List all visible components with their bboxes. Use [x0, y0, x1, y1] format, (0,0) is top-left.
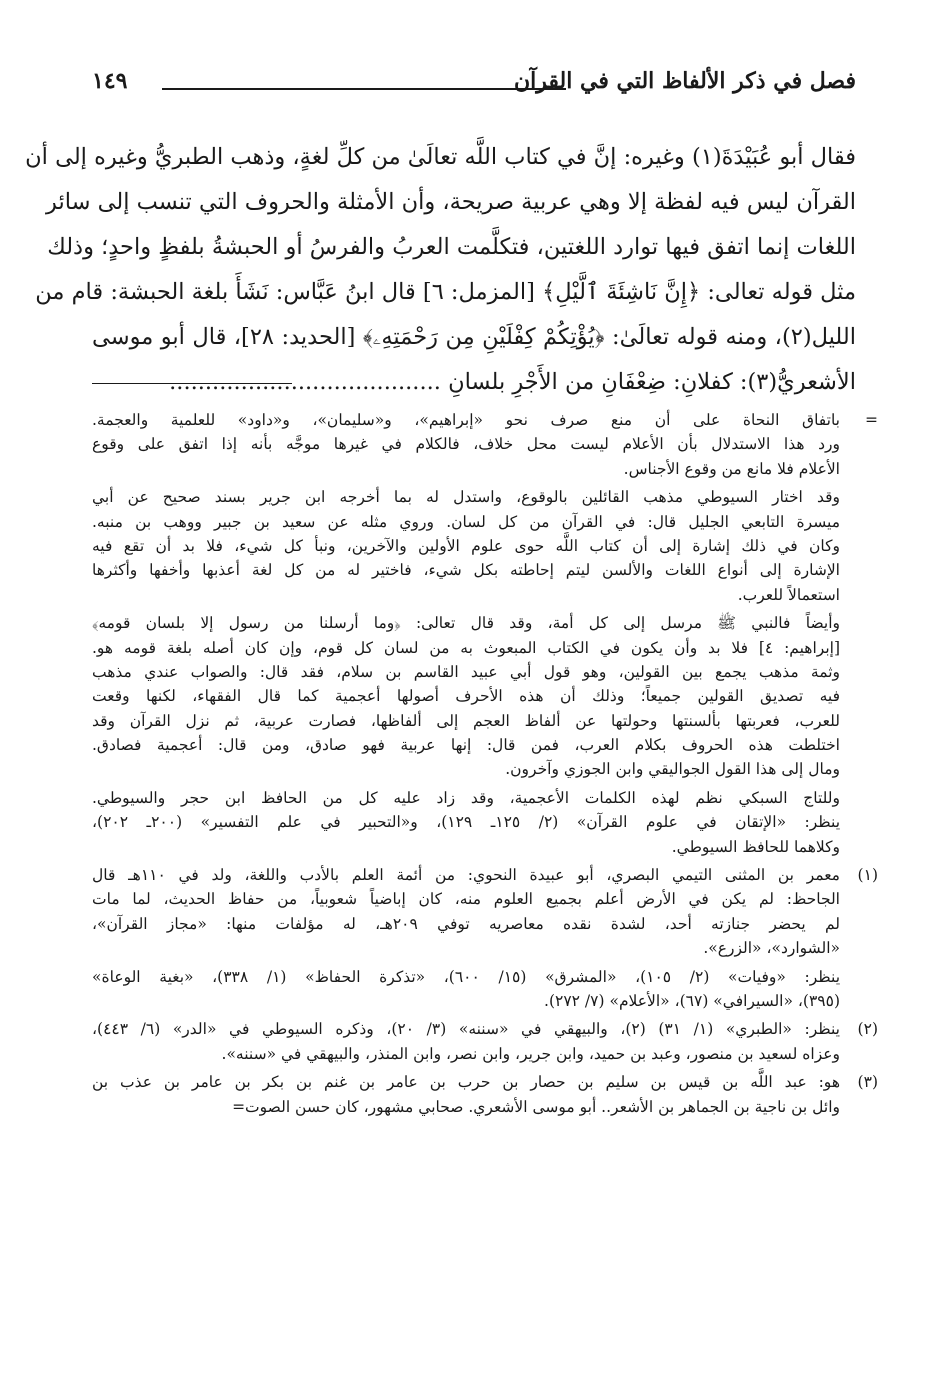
footnote-text: وأيضاً فالنبي ﷺ مرسل إلى كل أمة، وقد قال تعالى: ﴿وما أرسلنا من رسول إلا بلسان قومه﴾ [92, 614, 840, 633]
footnote-line [92, 534, 878, 558]
footnote-line [92, 733, 878, 757]
footnote-text: هو: عبد اللَّه بن قيس بن سليم بن حصار بن حرب بن عامر بن غنم بن بكر بن عامر بن عذب بن [92, 1073, 840, 1092]
footnote-line [92, 611, 878, 635]
footnote-line [92, 485, 878, 509]
footnote-line [92, 786, 878, 810]
footnote-line [92, 989, 878, 1013]
main-text-line: فقال أبو عُبَيْدَةَ(١) وغيره: إنَّ في كتاب اللَّه تعالَىٰ من كلِّ لغةٍ، وذهب الطبريُّ وغيره إلى أن [25, 144, 856, 170]
footnote-text: وللتاج السبكي نظم لهذه الكلمات الأعجمية، وقد زاد عليه كل من الحافظ ابن حجر والسيوطي. [92, 788, 840, 807]
footnote-text: الإشارة إلى أنواع اللغات والألسن ليتم إحاطته بكل شيء، فاختير له من كل لغة أعذبها وأخفها وأكثرها [92, 561, 840, 580]
footnote-marker: (١) [857, 866, 878, 885]
footnote-text: باتفاق النحاة على أن منع صرف نحو «إبراهيم»، و«سليمان»، و«داود» للعلمية والعجمة. [92, 411, 840, 429]
footnote-text: اختلطت هذه الحروف بكلام العرب، فمن قال: إنها عربية فهو صادق، ومن قال: أعجمية فصادق. [92, 736, 840, 755]
header-rule [162, 88, 566, 90]
footnote-text: ينظر: «وفيات» (٢/ ١٠٥)، «المشرق» (١٥/ ٦٠٠)، «تذكرة الحفاظ» (١/ ٣٣٨)، «بغية الوعاة» [92, 967, 841, 986]
footnote-text: وكان في ذلك إشارة إلى أن كتاب اللَّه حوى علوم الأولين والآخرين، ونبأ كل شيء، فلا بد أن تقع فيه [92, 536, 840, 555]
footnote-text: للعرب، فعربتها بألسنتها وحولتها عن ألفاظ العجم إلى ألفاظها، فصارت عربية، ثم نزل القرآن وقد [92, 711, 840, 730]
footnote-marker: (٢) [857, 1020, 878, 1039]
main-text-line: اللغات إنما اتفق فيها توارد اللغتين، فتكلَّمت العربُ والفرسُ أو الحبشةُ بلفظٍ واحدٍ؛ وذلك [47, 234, 856, 260]
footnote-line [92, 1017, 878, 1041]
footnote-line [92, 583, 878, 607]
footnote-line [92, 965, 878, 989]
footnote-text: ورد هذا الاستدلال بأن الأعلام ليست محل خلاف، فالكلام في غيرها موجَّه بأنه إذا اتفق على وقوع [92, 435, 840, 454]
main-text [25, 135, 856, 405]
footnote-line [92, 810, 878, 834]
footnote-text: [إبراهيم: ٤] فلا بد وأن يكون في الكتاب المبعوث به من لسان كل قوم، وإن كان أصله بلغة قومه هو. [92, 638, 840, 657]
footnote-text: ومال إلى هذا القول الجواليقي وابن الجوزي وآخرون. [505, 760, 840, 779]
footnote-text: استعمالاً للعرب. [737, 585, 840, 604]
running-header [92, 68, 856, 108]
footnote-text: معمر بن المثنى التيمي البصري، أبو عبيدة النحوي: من أئمة العلم بالأدب واللغة، ولد في ١١٠هـ قال [92, 866, 840, 885]
footnote-text: وكلاهما للحافظ السيوطي. [671, 837, 840, 856]
footnote-marker: (٣) [857, 1073, 878, 1092]
page-number: ١٤٩ [92, 68, 128, 94]
footnote-text: الأعلام فلا مانع من وقوع الأجناس. [623, 459, 840, 478]
footnotes [92, 408, 878, 1119]
footnote-line [92, 912, 878, 936]
dotted-leader: ...................................... [169, 369, 441, 395]
footnote-line [92, 709, 878, 733]
footnote-marker: = [865, 411, 878, 429]
footnote-text: لم يحضر جنازته أحد، لشدة نقده معاصريه توفي ٢٠٩هـ، له مؤلفات منها: «مجاز القرآن»، [92, 914, 840, 933]
footnote-line [92, 757, 878, 781]
footnote-line [92, 1042, 878, 1066]
footnote-text: ميسرة التابعي الجليل قال: في القرآن من كل لسان. وروي مثله عن سعيد بن جبير ووهب بن منبه. [92, 512, 840, 531]
footnote-line [92, 558, 878, 582]
footnote-line [92, 936, 878, 960]
main-text-line: القرآن ليس فيه لفظة إلا وهي عربية صريحة، وأن الأمثلة والحروف التي تنسب إلى سائر [46, 189, 856, 215]
footnote-text: وعزاه لسعيد بن منصور، وعبد بن حميد، وابن جرير، وابن نصر، وابن المنذر، والبيهقي في «سننه». [221, 1044, 840, 1063]
footnote-text: «الشوارد»، «الزرع». [703, 939, 840, 958]
footnote-text: ينظر: «الطبري» (١/ ٣١) (٢)، والبيهقي في «سننه» (٣/ ٢٠)، وذكره السيوطي في «الدر» (٦/ ٤٤٣)، [92, 1020, 840, 1039]
main-text-line-content: الأشعريُّ(٣): كفلانِ: ضِعْفَانِ من الأَجْرِ بلسانِ [448, 369, 856, 395]
footnote-line [92, 510, 878, 534]
footnote-line [92, 408, 878, 432]
footnote-line [92, 432, 878, 456]
main-text-line: مثل قوله تعالى: ﴿إِنَّ نَاشِئَةَ ٱلَّيْلِ﴾ [المزمل: ٦] قال ابنُ عَبَّاس: نَشَأَ بلغة الحبشة: قام من [35, 279, 856, 305]
footnote-line [92, 457, 878, 481]
footnote-text: الجاحظ: لم يكن في الأرض أعلم بجميع العلوم منه، كان إباضياً شعوبياً، من حفاظ الحديث، لما مات [92, 890, 840, 909]
footnote-text: وقد اختار السيوطي مذهب القائلين بالوقوع، واستدل له بما أخرجه ابن جرير بسند صحيح عن أبي [92, 488, 840, 507]
footnote-line [92, 684, 878, 708]
main-text-line: الليل(٢)، ومنه قوله تعالَىٰ: ﴿يُؤْتِكُمْ كِفْلَيْنِ مِن رَحْمَتِهِۦ﴾ [الحديد: ٢٨]، قال أبو موسى [92, 324, 856, 350]
footnote-separator [92, 383, 292, 384]
footnote-line [92, 835, 878, 859]
footnote-line [92, 863, 878, 887]
footnote-text: وائل بن ناجية بن الجماهر بن الأشعر.. أبو موسى الأشعري. صحابي مشهور، كان حسن الصوت= [232, 1097, 840, 1116]
footnote-line [92, 1070, 878, 1094]
footnote-line [92, 1095, 878, 1119]
footnote-line [92, 660, 878, 684]
footnote-text: فيه تصديق القولين جميعاً؛ وذلك أن هذه الأحرف أصولها أعجمية كما قال الفقهاء، لكنها وقعت [92, 687, 840, 706]
footnote-text: وثمة مذهب يجمع بين القولين، وهو قول أبي عبيد القاسم بن سلام، فقد قال: والصواب عندي مذهب [92, 662, 840, 681]
footnote-text: (٣٩٥)، «السيرافي» (٦٧)، «الأعلام» (٧/ ٢٧٢). [544, 991, 840, 1010]
footnote-text: ينظر: «الإتقان في علوم القرآن» (٢/ ١٢٥ـ ١٢٩)، و«التحبير في علم التفسير» (٢٠٠ـ ٢٠٢)، [92, 813, 841, 832]
chapter-title: فصل في ذكر الألفاظ التي في القرآن [513, 68, 856, 94]
footnote-line [92, 887, 878, 911]
footnote-line [92, 636, 878, 660]
